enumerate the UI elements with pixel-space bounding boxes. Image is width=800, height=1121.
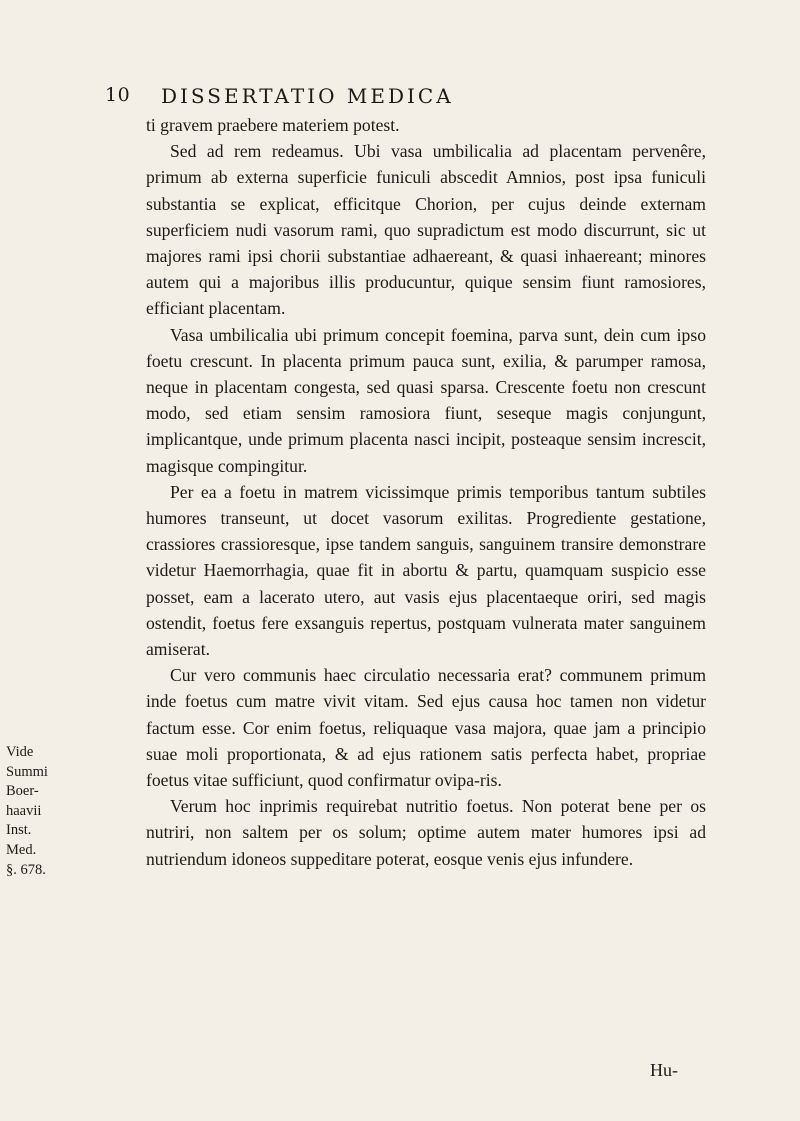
margin-note-line: Inst. [6, 822, 32, 839]
catchword: Hu- [650, 1060, 678, 1080]
margin-note-line: Vide [6, 744, 34, 760]
paragraph: Sed ad rem redeamus. Ubi vasa umbilicalia ad placentam pervenêre, primum ab externa superficie funiculi abscedit Amnios, post ipsa funiculi substantia se explicat, efficitque Chorion, per cujus deinde externam superficiem nudi vasorum rami, quo supradictum est modo discurrunt, sic ut majores rami ipsi chorii substantiae adhaereant, & quasi inhaereant; minores autem qui a majoribus illis producuntur, quique sensim fiunt ramosiores, efficiant placentam. [146, 141, 706, 319]
running-title: DISSERTATIO MEDICA [161, 84, 454, 108]
paragraph: Vasa umbilicalia ubi primum concepit foemina, parva sunt, dein cum ipso foetu crescunt. In placenta primum pauca sunt, exilia, & parumper ramosa, neque in placentam congesta, sed quasi sparsa. Crescente foetu non crescunt modo, sed etiam sensim ramosiora fiunt, seseque magis conjungunt, implicantque, unde primum placenta nasci incipit, posteaque sensim increscit, magisque compingitur. [146, 324, 706, 476]
page-header [105, 80, 665, 114]
margin-note-line: haavii [6, 802, 42, 819]
margin-note [6, 743, 76, 880]
margin-note-line: §. 678. [6, 861, 46, 878]
paragraph: ti gravem praebere materiem potest. [146, 115, 400, 135]
paragraph: Per ea a foetu in matrem vicissimque primis temporibus tantum subtiles humores transeunt, ut docet vasorum exilitas. Progrediente gestatione, crassiores crassioresque, ipse tandem sanguis, sanguinem transire demonstrare videtur Haemorrhagia, quae fit in abortu & partu, quamquam suspicio esse posset, eam a lacerato utero, aut vasis ejus placentaeque oriri, sed magis ostendit, foetus fere exsanguis repertus, postquam vulnerata mater sanguinem amiserat. [146, 481, 706, 660]
margin-note-line: Boer- [6, 783, 39, 800]
margin-note-line: Summi [6, 763, 48, 780]
page-number: 10 [105, 84, 131, 106]
body-text [146, 112, 706, 872]
paragraph: Cur vero communis haec circulatio necessaria erat? communem primum inde foetus cum matre vivit vitam. Sed ejus causa hoc tamen non videtur factum esse. Cor enim foetus, reliquaque vasa majora, quae jam a principio suae moli proportionata, & ad ejus rationem satis perfecta habet, propriae foetus vitae sufficiunt, quod confirmatur ovipa-ris. [146, 665, 706, 791]
margin-note-line: Med. [6, 841, 37, 858]
paragraph: Verum hoc inprimis requirebat nutritio foetus. Non poterat bene per os nutriri, non saltem per os solum; optime autem mater humores ipsi ad nutriendum idoneos suppeditare poterat, eosque venis ejus infundere. [146, 796, 706, 869]
